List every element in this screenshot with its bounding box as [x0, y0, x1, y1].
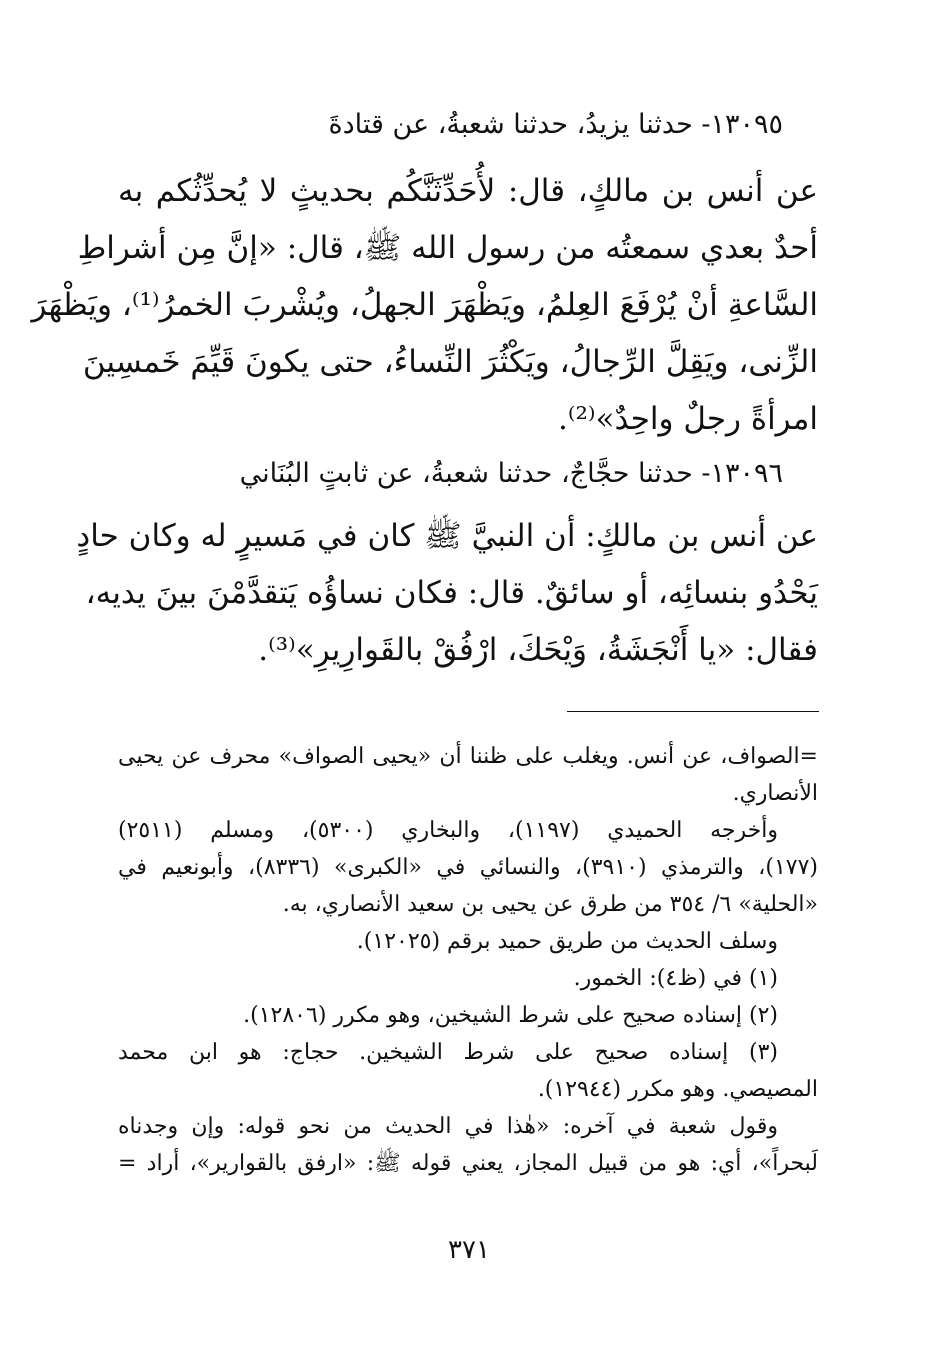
footnote-2: (٢) إسناده صحيح على شرط الشيخين، وهو مكرر (١٢٨٠٦). [243, 1003, 778, 1028]
footnote-separator [567, 711, 819, 712]
footnote-line: «الحلية» ٦/ ٣٥٤ من طرق عن يحيى بن سعيد الأنصاري، به. [282, 892, 818, 917]
hadith-13095-line: السَّاعةِ أنْ يُرْفَعَ العِلمُ، ويَظْهَرَ الجهلُ، ويُشْربَ الخمرُ⁽¹⁾، ويَظْهَرَ [31, 287, 818, 323]
footnote-3: المصيصي. وهو مكرر (١٢٩٤٤). [537, 1077, 818, 1102]
footnote-1: (١) في (ظ٤): الخمور. [573, 966, 778, 991]
hadith-13096-isnad: ١٣٠٩٦- حدثنا حجَّاجٌ، حدثنا شعبةُ، عن ثابتٍ البُنَاني [239, 458, 783, 489]
hadith-13096-line: يَحْدُو بنسائِه، أو سائقٌ. قال: فكان نساؤُه يَتقدَّمْنَ بينَ يديه، [85, 575, 818, 611]
footnote-line: وسلف الحديث من طريق حميد برقم (١٢٠٢٥). [356, 929, 778, 954]
footnote-line: =الصواف، عن أنس. ويغلب على ظننا أن «يحيى الصواف» محرف عن يحيى [118, 744, 818, 769]
hadith-13095-text [31, 163, 818, 448]
page-number: ٣٧١ [448, 1235, 490, 1265]
hadith-13096-line: عن أنس بن مالكٍ: أن النبيَّ ﷺ كان في مَسيرٍ له وكان حادٍ [76, 518, 818, 554]
footnote-line: وقول شعبة في آخره: «هٰذا في الحديث من نحو قوله: وإن وجدناه [118, 1114, 778, 1139]
footnote-line: وأخرجه الحميدي (١١٩٧)، والبخاري (٥٣٠٠)، ومسلم (٢٥١١) [118, 818, 778, 843]
footnote-line: (١٧٧)، والترمذي (٣٩١٠)، والنسائي في «الكبرى» (٨٣٣٦)، وأبونعيم في [118, 855, 818, 880]
hadith-13096-text [76, 508, 818, 679]
footnote-line: لَبحراً»، أي: هو من قبيل المجاز، يعني قوله ﷺ: «ارفق بالقوارير»، أراد = [118, 1151, 818, 1176]
hadith-13095-line: امرأةً رجلٌ واحِدٌ»⁽²⁾. [558, 401, 818, 437]
hadith-13095-line: عن أنس بن مالكٍ، قال: لأُحَدِّثَنَّكُم بحديثٍ لا يُحدِّثُكم به [118, 173, 818, 209]
footnote-3: (٣) إسناده صحيح على شرط الشيخين. حجاج: هو ابن محمد [118, 1040, 778, 1065]
hadith-13095-isnad: ١٣٠٩٥- حدثنا يزيدُ، حدثنا شعبةُ، عن قتادةَ [328, 109, 783, 140]
hadith-13096-line: فقال: «يا أَنْجَشَةُ، وَيْحَكَ، ارْفُقْ بالقَوارِيرِ»⁽³⁾. [258, 632, 818, 668]
footnote-line: الأنصاري. [732, 781, 818, 806]
footnotes [118, 738, 818, 1182]
hadith-13095-line: أحدٌ بعدي سمعتُه من رسول الله ﷺ، قال: «إنَّ مِن أشراطِ [77, 230, 818, 266]
hadith-13095-line: الزِّنى، ويَقِلَّ الرِّجالُ، ويَكْثُرَ النِّساءُ، حتى يكونَ قَيِّمَ خَمسِينَ [82, 344, 818, 380]
